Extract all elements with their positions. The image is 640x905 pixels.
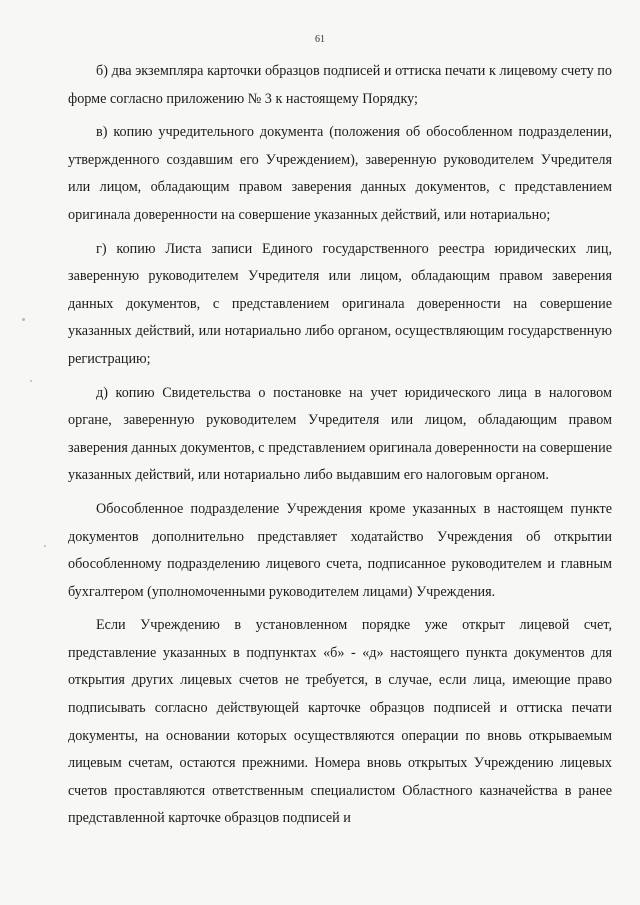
scan-speck (44, 545, 46, 547)
paragraph-branch-requirements: Обособленное подразделение Учреждения кроме указанных в настоящем пункте документов дополнительно представляет ходатайство Учреждения об открытии обособленному подразделению лицевого счета, подписанное руководителем и главным бухгалтером (уполномоченными руководителем лицами) Учреждения. (68, 500, 612, 600)
paragraph-item-g: г) копию Листа записи Единого государственного реестра юридических лиц, заверенную руководителем Учредителя или лицом, обладающим правом заверения данных документов, с представлением оригинала доверенности на совершение указанных действий, или нотариально либо органом, осуществляющим государственную регистрацию; (68, 240, 612, 367)
paragraph-item-v: в) копию учредительного документа (положения об обособленном подразделении, утвержденного создавшим его Учреждением), заверенную руководителем Учредителя или лицом, обладающим правом заверения данных документов, с представлением оригинала доверенности на совершение указанных действий, или нотариально; (68, 124, 612, 223)
paragraph-existing-account: Если Учреждению в установленном порядке уже открыт лицевой счет, представление указанных в подпунктах «б» - «д» настоящего пункта документов для открытия других лицевых счетов не требуется, в случае, если лица, имеющие право подписывать согласно действующей карточке образцов подписей и оттиска печати документы, на основании которых осуществляются операции по вновь открываемым лицевым счетам, остаются прежними. Номера вновь открытых Учреждению лицевых счетов проставляются ответственным специалистом Областного казначейства в ранее представленной карточке образцов подписей и (68, 617, 612, 827)
scan-speck (30, 380, 32, 382)
scan-speck (22, 318, 25, 321)
paragraph-item-d: д) копию Свидетельства о постановке на учет юридического лица в налоговом органе, заверенную руководителем Учредителя или лицом, обладающим правом заверения данных документов, с представлением оригинала доверенности на совершение указанных действий, или нотариально либо выдавшим его налоговым органом. (68, 384, 612, 484)
page-number: 61 (315, 34, 325, 45)
paragraph-item-b: б) два экземпляра карточки образцов подписей и оттиска печати к лицевому счету по форме согласно приложению № 3 к настоящему Порядку; (68, 63, 612, 107)
document-body (68, 58, 612, 839)
